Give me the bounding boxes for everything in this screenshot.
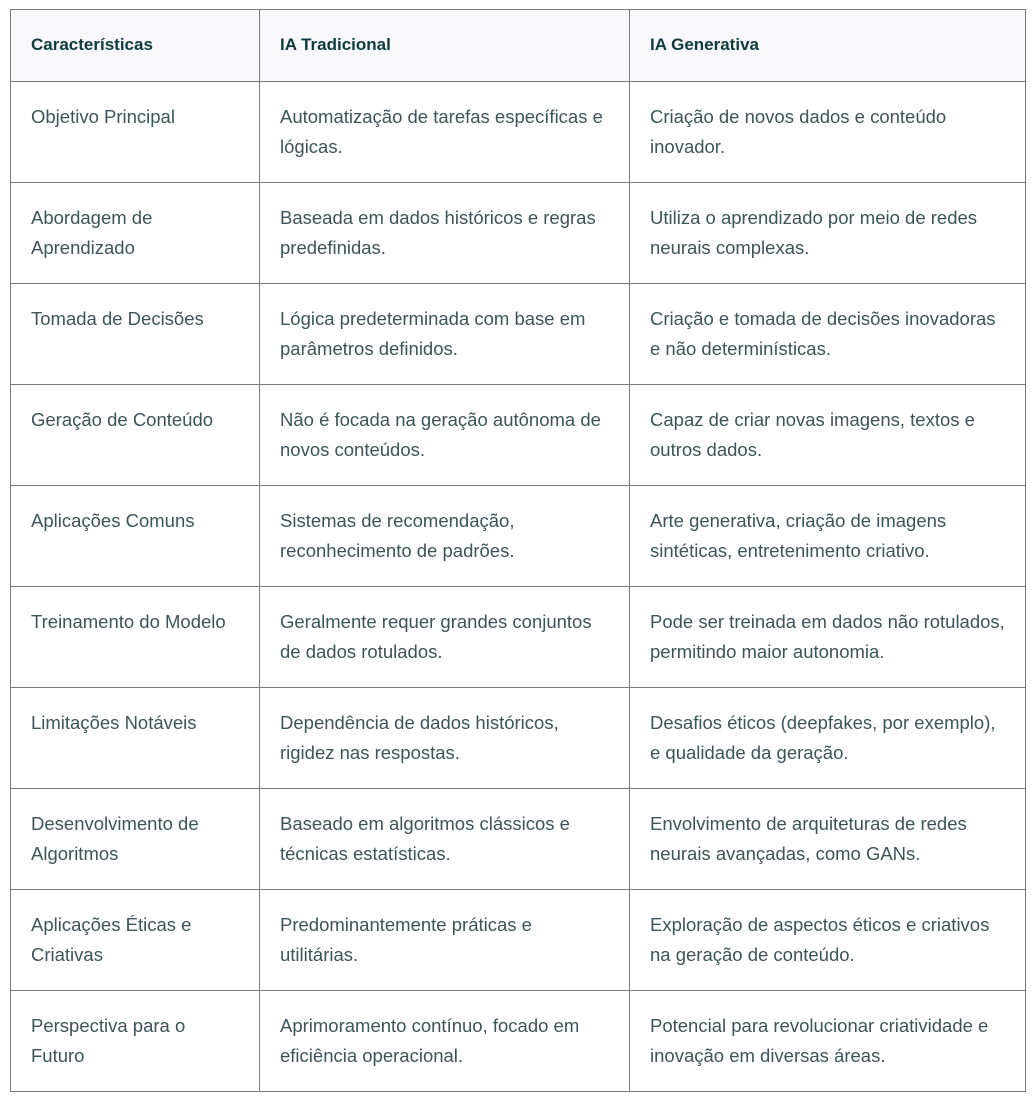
header-row: [11, 10, 1026, 82]
table-body: [11, 82, 1026, 1092]
table-row: [11, 890, 1026, 991]
row-generative-ai: Capaz de criar novas imagens, textos e outros dados.: [630, 385, 1026, 486]
comparison-table-container: [10, 9, 1025, 1092]
row-characteristic: Treinamento do Modelo: [11, 587, 260, 688]
table-row: [11, 82, 1026, 183]
table-row: [11, 284, 1026, 385]
table-row: [11, 183, 1026, 284]
header-generative-ai: IA Generativa: [630, 10, 1026, 82]
row-generative-ai: Arte generativa, criação de imagens sintéticas, entretenimento criativo.: [630, 486, 1026, 587]
header-traditional-ai: IA Tradicional: [260, 10, 630, 82]
row-traditional-ai: Predominantemente práticas e utilitárias.: [260, 890, 630, 991]
row-generative-ai: Potencial para revolucionar criatividade e inovação em diversas áreas.: [630, 991, 1026, 1092]
row-traditional-ai: Baseada em dados históricos e regras predefinidas.: [260, 183, 630, 284]
table-row: [11, 789, 1026, 890]
row-characteristic: Aplicações Comuns: [11, 486, 260, 587]
row-traditional-ai: Dependência de dados históricos, rigidez nas respostas.: [260, 688, 630, 789]
header-characteristics: Características: [11, 10, 260, 82]
row-characteristic: Desenvolvimento de Algoritmos: [11, 789, 260, 890]
row-characteristic: Perspectiva para o Futuro: [11, 991, 260, 1092]
table-row: [11, 587, 1026, 688]
row-generative-ai: Exploração de aspectos éticos e criativos na geração de conteúdo.: [630, 890, 1026, 991]
row-generative-ai: Envolvimento de arquiteturas de redes neurais avançadas, como GANs.: [630, 789, 1026, 890]
row-generative-ai: Pode ser treinada em dados não rotulados, permitindo maior autonomia.: [630, 587, 1026, 688]
row-traditional-ai: Aprimoramento contínuo, focado em eficiência operacional.: [260, 991, 630, 1092]
row-traditional-ai: Automatização de tarefas específicas e lógicas.: [260, 82, 630, 183]
row-characteristic: Abordagem de Aprendizado: [11, 183, 260, 284]
row-traditional-ai: Geralmente requer grandes conjuntos de dados rotulados.: [260, 587, 630, 688]
table-row: [11, 486, 1026, 587]
row-characteristic: Limitações Notáveis: [11, 688, 260, 789]
table-header: [11, 10, 1026, 82]
table-row: [11, 385, 1026, 486]
row-generative-ai: Desafios éticos (deepfakes, por exemplo), e qualidade da geração.: [630, 688, 1026, 789]
row-characteristic: Objetivo Principal: [11, 82, 260, 183]
comparison-table: [10, 9, 1026, 1092]
row-characteristic: Aplicações Éticas e Criativas: [11, 890, 260, 991]
row-traditional-ai: Baseado em algoritmos clássicos e técnicas estatísticas.: [260, 789, 630, 890]
row-traditional-ai: Lógica predeterminada com base em parâmetros definidos.: [260, 284, 630, 385]
row-generative-ai: Criação e tomada de decisões inovadoras e não determinísticas.: [630, 284, 1026, 385]
row-generative-ai: Utiliza o aprendizado por meio de redes neurais complexas.: [630, 183, 1026, 284]
row-traditional-ai: Sistemas de recomendação, reconhecimento de padrões.: [260, 486, 630, 587]
row-characteristic: Tomada de Decisões: [11, 284, 260, 385]
table-row: [11, 991, 1026, 1092]
table-row: [11, 688, 1026, 789]
row-characteristic: Geração de Conteúdo: [11, 385, 260, 486]
row-generative-ai: Criação de novos dados e conteúdo inovador.: [630, 82, 1026, 183]
row-traditional-ai: Não é focada na geração autônoma de novos conteúdos.: [260, 385, 630, 486]
